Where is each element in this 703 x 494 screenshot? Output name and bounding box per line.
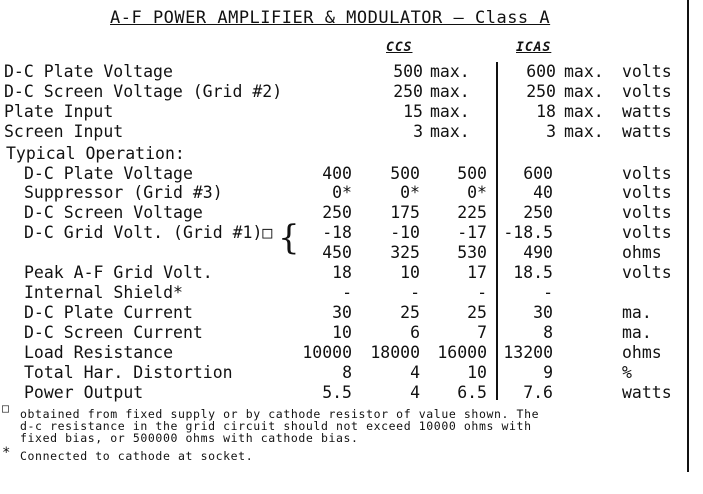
box-footnote-mark: □ [2,401,10,415]
typical-label: D-C Screen Voltage [24,203,203,222]
typical-value-col4: 40 [533,183,553,202]
typical-value-col3: 225 [457,203,487,222]
typical-unit: volts [622,164,672,183]
typical-value-col3: -17 [457,223,487,242]
typical-unit: ohms [622,343,662,362]
typical-value-col1: - [342,283,352,302]
typical-value-col2: 18000 [370,343,420,362]
typical-value-col2: 4 [410,383,420,402]
typical-value-col2: - [410,283,420,302]
icas-column-heading: ICAS [516,40,552,55]
typical-unit: volts [622,183,672,202]
typical-value-col4: 490 [523,243,553,262]
typical-value-col1: -18 [322,223,352,242]
typical-label: D-C Grid Volt. (Grid #1)□ [24,223,273,242]
typical-value-col4: 7.6 [523,383,553,402]
typical-value-col4: 8 [543,323,553,342]
typical-label: D-C Plate Current [24,303,193,322]
box-footnote-line-2: d-c resistance in the grid circuit should not exceed 10000 ohms with [20,419,532,433]
ccs-value: 3 [413,122,423,141]
rating-unit: volts [622,82,672,101]
star-footnote-text: Connected to cathode at socket. [20,449,254,463]
typical-value-col4: - [543,283,553,302]
rating-label: Plate Input [4,102,114,121]
typical-unit: ohms [622,243,662,262]
typical-value-col3: 6.5 [457,383,487,402]
typical-value-col4: 9 [543,363,553,382]
section-title: A-F POWER AMPLIFIER & MODULATOR – Class A [110,8,551,28]
typical-value-col1: 5.5 [322,383,352,402]
rating-unit: volts [622,62,672,81]
typical-label: D-C Screen Current [24,323,203,342]
typical-unit: volts [622,203,672,222]
typical-value-col2: 25 [400,303,420,322]
rating-label: D-C Plate Voltage [4,62,173,81]
ccs-value: 250 [393,82,423,101]
icas-max-label: max. [564,62,604,81]
typical-unit: % [622,363,632,382]
rating-label: D-C Screen Voltage (Grid #2) [4,82,283,101]
icas-max-label: max. [564,82,604,101]
typical-value-col4: -18.5 [503,223,553,242]
typical-value-col2: -10 [390,223,420,242]
typical-value-col3: 16000 [437,343,487,362]
typical-unit: watts [622,383,672,402]
ccs-max-label: max. [430,102,470,121]
typical-unit: ma. [622,323,652,342]
icas-value: 600 [526,62,556,81]
typical-value-col3: 7 [477,323,487,342]
typical-value-col1: 400 [322,164,352,183]
typical-operation-heading: Typical Operation: [6,144,185,163]
page-edge-rule [687,0,689,472]
typical-unit: volts [622,223,672,242]
typical-value-col3: 25 [467,303,487,322]
typical-label: Power Output [24,383,144,402]
typical-value-col4: 250 [523,203,553,222]
typical-label: Load Resistance [24,343,174,362]
ccs-value: 500 [393,62,423,81]
icas-value: 18 [536,102,556,121]
icas-max-label: max. [564,122,604,141]
typical-value-col3: 500 [457,164,487,183]
typical-label: D-C Plate Voltage [24,164,193,183]
icas-max-label: max. [564,102,604,121]
typical-value-col4: 30 [533,303,553,322]
typical-value-col3: 0* [467,183,487,202]
icas-value: 250 [526,82,556,101]
ccs-column-heading: CCS [386,40,413,55]
rating-label: Screen Input [4,122,124,141]
typical-value-col4: 18.5 [513,263,553,282]
typical-value-col1: 10000 [302,343,352,362]
typical-value-col4: 13200 [503,343,553,362]
ccs-max-label: max. [430,82,470,101]
box-footnote-line-3: fixed bias, or 500000 ohms with cathode bias. [20,431,359,445]
typical-value-col2: 6 [410,323,420,342]
column-divider [496,62,498,400]
typical-value-col3: 10 [467,363,487,382]
box-footnote-line-1: obtained from fixed supply or by cathode resistor of value shown. The [20,407,540,421]
ccs-max-label: max. [430,122,470,141]
typical-value-col3: - [477,283,487,302]
typical-value-col1: 0* [332,183,352,202]
typical-value-col1: 450 [322,243,352,262]
typical-label: Total Har. Distortion [24,363,233,382]
ccs-max-label: max. [430,62,470,81]
typical-label: Suppressor (Grid #3) [24,183,223,202]
icas-value: 3 [546,122,556,141]
typical-label: Internal Shield* [24,283,183,302]
rating-unit: watts [622,122,672,141]
typical-value-col2: 175 [390,203,420,222]
typical-value-col3: 530 [457,243,487,262]
typical-label: Peak A-F Grid Volt. [24,263,213,282]
typical-value-col2: 4 [410,363,420,382]
rating-unit: watts [622,102,672,121]
typical-value-col2: 500 [390,164,420,183]
typical-value-col1: 8 [342,363,352,382]
typical-value-col2: 325 [390,243,420,262]
typical-value-col4: 600 [523,164,553,183]
typical-value-col2: 0* [400,183,420,202]
typical-unit: volts [622,263,672,282]
typical-value-col1: 18 [332,263,352,282]
typical-value-col1: 10 [332,323,352,342]
typical-value-col2: 10 [400,263,420,282]
star-footnote-mark: * [2,445,12,461]
typical-value-col1: 250 [322,203,352,222]
typical-unit: ma. [622,303,652,322]
typical-value-col1: 30 [332,303,352,322]
grid-volt-brace: { [278,218,300,258]
ccs-value: 15 [403,102,423,121]
typical-value-col3: 17 [467,263,487,282]
